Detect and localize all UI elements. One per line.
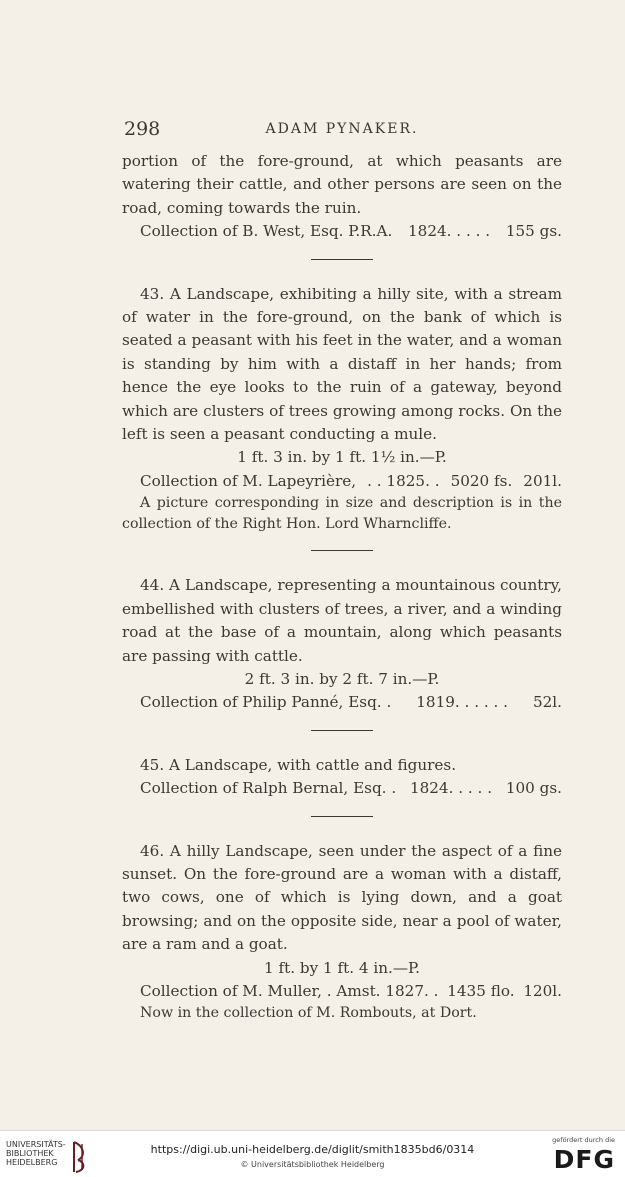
section-divider xyxy=(311,550,373,551)
collection-price: 100 gs. xyxy=(505,779,562,798)
collection-year: 1824. . . . . xyxy=(409,779,493,798)
running-title: ADAM PYNAKER. xyxy=(265,121,419,137)
dfg-logo[interactable] xyxy=(545,1136,615,1174)
page-number: 298 xyxy=(124,118,161,140)
collection-name: Collection of B. West, Esq. P.R.A. xyxy=(140,222,393,241)
collection-year: . . 1825. . xyxy=(367,471,440,490)
entry-45-description: 45. A Landscape, with cattle and figures. xyxy=(140,755,457,774)
section-divider xyxy=(311,259,373,260)
collection-name: Collection of Ralph Bernal, Esq. . xyxy=(140,779,397,798)
page-body xyxy=(122,150,562,1024)
entry-43-collection-line xyxy=(122,470,562,493)
entry-46-description: 46. A hilly Landscape, seen under the aspect of a fine sunset. On the fore-ground are a woman with a distaff, two cows, one of which is lying down, and a goat browsing; and on the opposite side, near a pool of water, are a ram and a goat. xyxy=(122,841,562,954)
permalink-url[interactable]: https://digi.ub.uni-heidelberg.de/diglit/smith1835bd6/0314 xyxy=(150,1143,475,1156)
entry-46-dimensions: 1 ft. by 1 ft. 4 in.—P. xyxy=(264,958,420,977)
section-divider xyxy=(311,816,373,817)
running-head xyxy=(124,118,560,142)
entry-46-collection-line xyxy=(122,980,562,1003)
collection-price-francs: 5020 fs. xyxy=(450,471,513,490)
entry-45-collection-line xyxy=(122,777,562,800)
dfg-wordmark: DFG xyxy=(553,1145,615,1174)
funded-by-label: gefördert durch die xyxy=(552,1136,615,1144)
entry-44-collection-line xyxy=(122,691,562,714)
collection-name: Collection of Philip Panné, Esq. . xyxy=(140,693,392,712)
collection-price-florins: 1435 flo. xyxy=(447,981,515,1000)
section-divider xyxy=(311,730,373,731)
collection-year: 1819. . . . . . xyxy=(416,693,509,712)
library-name: UNIVERSITÄTS- BIBLIOTHEK HEIDELBERG xyxy=(6,1140,66,1167)
collection-price: 52l. xyxy=(532,693,562,712)
entry-43-note: A picture corresponding in size and description is in the collection of the Right Hon. Lord Wharncliffe. xyxy=(122,495,562,533)
entry-46-note: Now in the collection of M. Rombouts, at Dort. xyxy=(140,1005,477,1022)
continuation-collection-line xyxy=(122,220,562,243)
entry-43-description: 43. A Landscape, exhibiting a hilly site, with a stream of water in the fore-ground, on the bank of which is seated a peasant with his feet in the water, and a woman is standing by him with a distaff in her hands; from hence the eye looks to the ruin of a gateway, beyond which are clusters of trees growing among rocks. On the left is seen a peasant conducting a mule. xyxy=(122,284,562,444)
continuation-paragraph: portion of the fore-ground, at which peasants are watering their cattle, and other persons are seen on the road, coming towards the ruin. xyxy=(122,152,562,217)
copyright-notice: © Universitätsbibliothek Heidelberg xyxy=(240,1160,385,1169)
collection-price: 120l. xyxy=(523,981,562,1000)
collection-name: Collection of M. Muller, . Amst. 1827. . xyxy=(140,981,439,1000)
entry-44-dimensions: 2 ft. 3 in. by 2 ft. 7 in.—P. xyxy=(244,669,440,688)
entry-44-description: 44. A Landscape, representing a mountainous country, embellished with clusters of trees, a river, and a winding road at the base of a mountain, along which peasants are passing with cattle. xyxy=(122,576,562,665)
viewer-footer xyxy=(0,1130,625,1177)
collection-price: 155 gs. xyxy=(505,222,562,241)
collection-name: Collection of M. Lapeyrière, xyxy=(140,471,357,490)
collection-price: 201l. xyxy=(523,471,562,490)
collection-year: 1824. . . . . xyxy=(408,222,491,241)
entry-43-dimensions: 1 ft. 3 in. by 1 ft. 1½ in.—P. xyxy=(237,448,447,467)
